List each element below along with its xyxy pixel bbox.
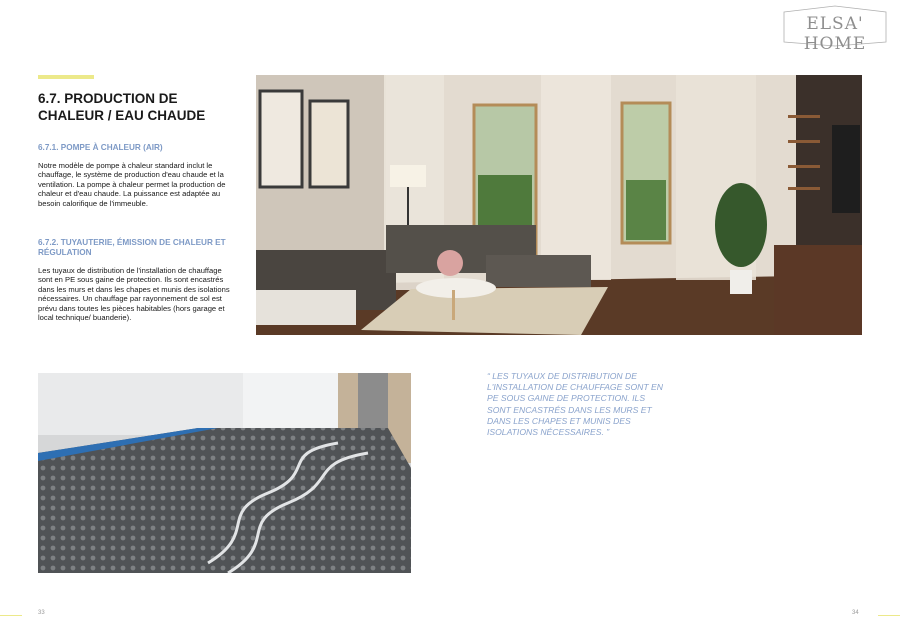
subsection-heading-heat-pump: 6.7.1. POMPE À CHALEUR (AIR)	[38, 143, 163, 152]
footer-rule-left	[0, 615, 22, 616]
page-number-right: 34	[852, 610, 859, 616]
pull-quote: “ LES TUYAUX DE DISTRIBUTION DE L'INSTALLATION DE CHAUFFAGE SONT EN PE SOUS GAINE DE PROTECTION. ILS SONT ENCASTRÉS DANS LES MURS ET DANS LES CHAPES ET MUNIS DES ISOLATIONS NÉCESSAIRES. ”	[487, 371, 663, 438]
footer-rule-right	[878, 615, 900, 616]
subsection-text-heat-pump: Notre modèle de pompe à chaleur standard inclut le chauffage, le système de production d'eau chaude et la ventilation. La pompe à chaleur permet la production de chaleur et d'eau chaude. La puissance est adaptée au besoin calorifique de l'immeuble.	[38, 161, 226, 208]
accent-bar	[38, 75, 94, 79]
living-room-image	[256, 75, 862, 335]
brand-logo	[778, 4, 892, 54]
floor-heating-image	[38, 373, 411, 573]
subsection-heading-piping: 6.7.2. TUYAUTERIE, ÉMISSION DE CHALEUR ET RÉGULATION	[38, 238, 226, 257]
logo-text: ELSA' HOME	[803, 14, 867, 54]
page-number-left: 33	[38, 610, 45, 616]
section-title: 6.7. PRODUCTION DE CHALEUR / EAU CHAUDE	[38, 91, 206, 123]
subsection-text-piping: Les tuyaux de distribution de l'installation de chauffage sont en PE sous gaine de protection. Ils sont encastrés dans les murs et dans les chapes et munis des isolations nécessaires. Un chauffage par rayonnement de sol est prévu dans toutes les pièces habitables (hors garage et local technique/ buanderie).	[38, 266, 230, 323]
